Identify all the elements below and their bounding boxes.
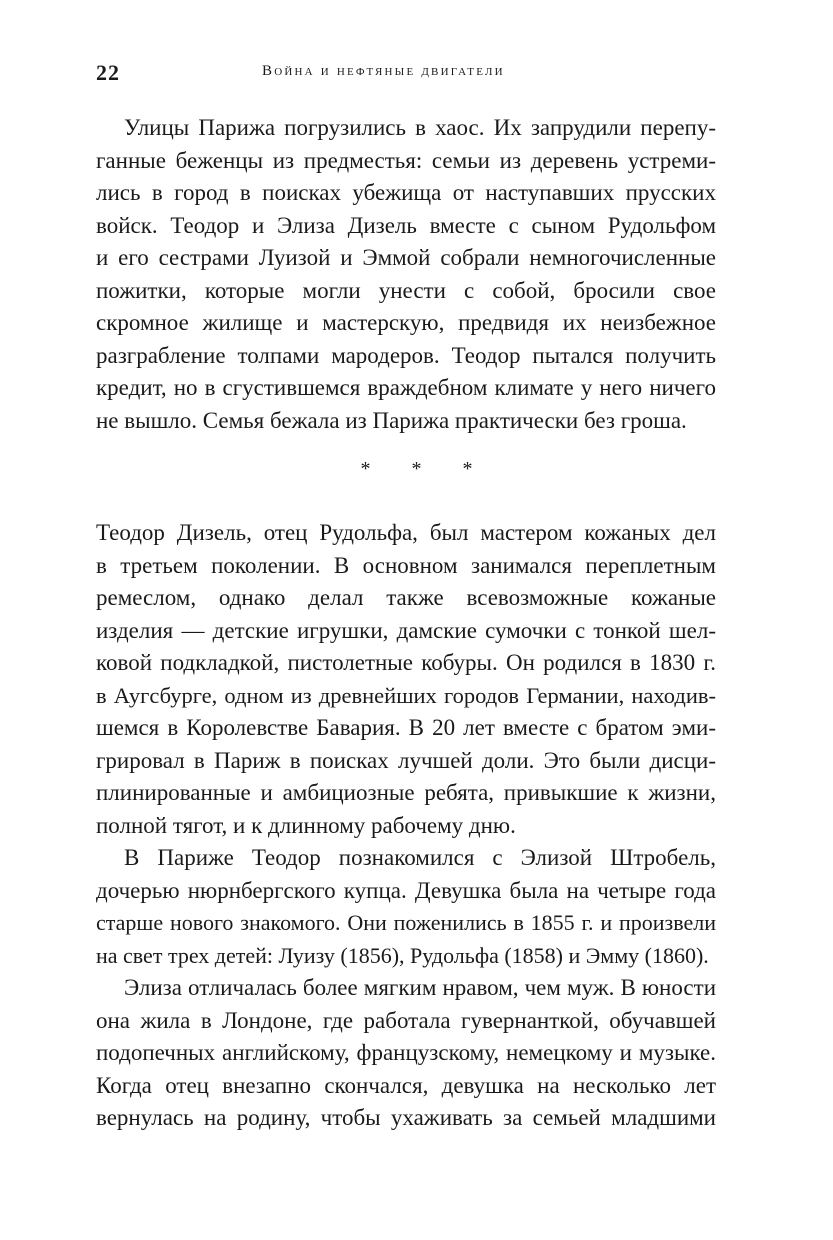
- text-line: изделия — детские игрушки, дамские сумочки с тонкой шел-: [96, 617, 716, 643]
- page-header: [96, 60, 716, 90]
- paragraph-3: [96, 842, 716, 972]
- text-line: в третьем поколении. В основном занимался переплетным: [96, 552, 716, 578]
- running-title: Война и нефтяные двигатели: [262, 63, 505, 79]
- text-line: подопечных английскому, французскому, немецкому и музыке.: [96, 1040, 716, 1065]
- text-line: войск. Теодор и Элиза Дизель вместе с сыном Рудольфом: [96, 212, 716, 238]
- text-line: Улицы Парижа погрузились в хаос. Их запрудили перепу-: [124, 115, 716, 140]
- text-line: не вышло. Семья бежала из Парижа практически без гроша.: [96, 407, 687, 433]
- text-line: разграбление толпами мародеров. Теодор пытался получить: [96, 342, 716, 368]
- text-line: Элиза отличалась более мягким нравом, чем муж. В юности: [124, 975, 716, 1000]
- text-line: в Аугсбурге, одном из древнейших городов Германии, находив-: [96, 682, 716, 708]
- text-line: на свет трех детей: Луизу (1856), Рудольфа (1858) и Эмму (1860).: [96, 942, 709, 968]
- text-line: дочерью нюрнбергского купца. Девушка была на четыре года: [96, 877, 716, 903]
- text-line: пожитки, которые могли унести с собой, бросили свое: [96, 277, 716, 303]
- text-line: Когда отец внезапно скончался, девушка на несколько лет: [96, 1072, 716, 1098]
- text-line: и его сестрами Луизой и Эммой собрали немногочисленные: [96, 245, 716, 270]
- paragraph-1: [96, 112, 716, 437]
- text-line: Теодор Дизель, отец Рудольфа, был мастером кожаных дел: [96, 520, 716, 545]
- paragraph-2: [96, 517, 716, 842]
- text-line: В Париже Теодор познакомился с Элизой Штробель,: [124, 845, 716, 870]
- text-line: грировал в Париж в поисках лучшей доли. Это были дисци-: [96, 747, 716, 773]
- page-number: 22: [96, 60, 120, 85]
- text-line: ковой подкладкой, пистолетные кобуры. Он родился в 1830 г.: [96, 650, 716, 675]
- text-line: старше нового знакомого. Они поженились в 1855 г. и произвели: [96, 910, 716, 935]
- text-line: полной тягот, и к длинному рабочему дню.: [96, 812, 516, 838]
- text-line: скромное жилище и мастерскую, предвидя их неизбежное: [96, 310, 716, 335]
- text-line: ганные беженцы из предместья: семьи из деревень устреми-: [96, 147, 716, 173]
- text-line: лись в город в поисках убежища от наступавших прусских: [96, 180, 716, 205]
- paragraph-4: [96, 972, 716, 1135]
- text-line: шемся в Королевстве Бавария. В 20 лет вместе с братом эми-: [96, 715, 716, 740]
- text-line: вернулась на родину, чтобы ухаживать за семьей младшими: [96, 1105, 716, 1130]
- section-separator: * * *: [360, 458, 491, 480]
- text-line: она жила в Лондоне, где работала гувернанткой, обучавшей: [96, 1007, 716, 1033]
- text-line: ремеслом, однако делал также всевозможные кожаные: [96, 585, 716, 610]
- text-line: кредит, но в сгустившемся враждебном климате у него ничего: [96, 375, 716, 400]
- text-line: плинированные и амбициозные ребята, привыкшие к жизни,: [96, 780, 716, 805]
